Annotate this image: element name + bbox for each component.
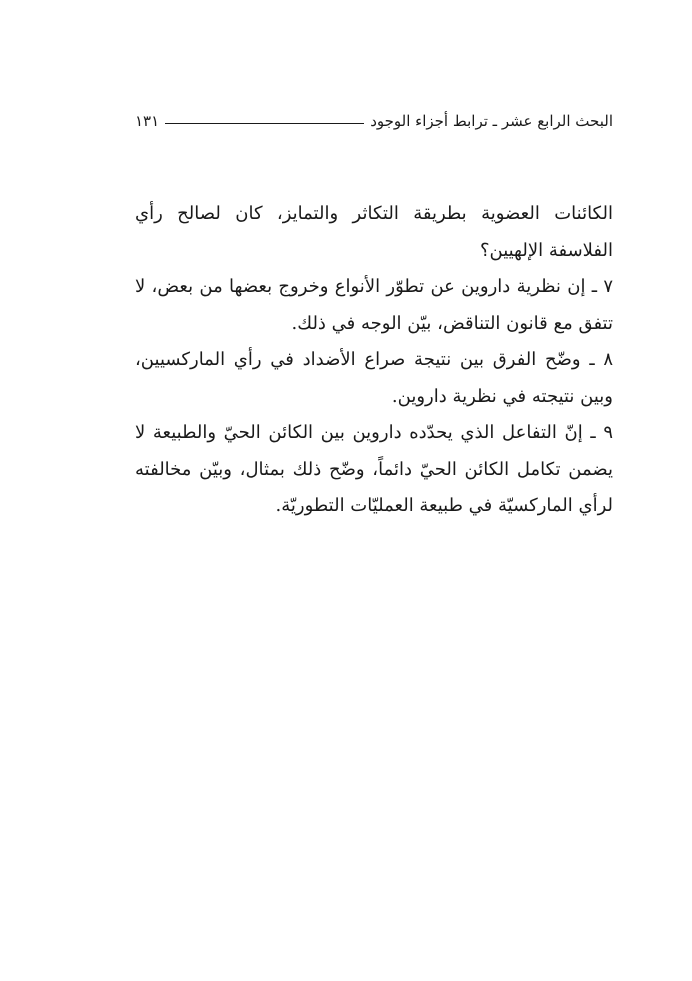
page-number: ١٣١ — [135, 112, 160, 130]
question-8: ٨ ـ وضّح الفرق بين نتيجة صراع الأضداد في رأي الماركسيين، وبين نتيجته في نظرية داروين. — [135, 349, 613, 407]
header-title: البحث الرابع عشر ـ ترابط أجزاء الوجود — [370, 112, 613, 130]
question-9: ٩ ـ إنّ التفاعل الذي يحدّده داروين بين الكائن الحيّ والطبيعة لا يضمن تكامل الكائن الحيّ دائماً، وضّح ذلك بمثال، وبيّن مخالفته لرأي الماركسيّة في طبيعة العمليّات التطوريّة. — [135, 422, 613, 516]
running-header — [135, 108, 613, 134]
question-7: ٧ ـ إن نظرية داروين عن تطوّر الأنواع وخروج بعضها من بعض، لا تتفق مع قانون التناقض، بيّن الوجه في ذلك. — [135, 276, 613, 334]
header-rule — [165, 123, 364, 124]
body-text — [135, 196, 613, 525]
paragraph-continuation: الكائنات العضوية بطريقة التكاثر والتمايز، كان لصالح رأي الفلاسفة الإلهيين؟ — [135, 203, 613, 261]
